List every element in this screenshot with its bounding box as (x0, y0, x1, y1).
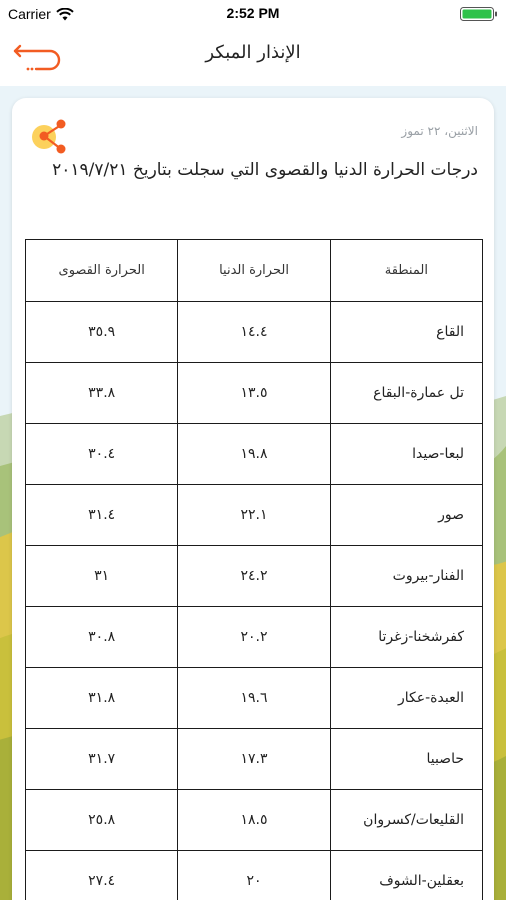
max-temp-cell: ٣٣.٨ (26, 363, 178, 424)
max-temp-cell: ٣١.٨ (26, 668, 178, 729)
region-cell: العبدة-عكار (330, 668, 482, 729)
table-row (26, 424, 483, 485)
region-cell: لبعا-صيدا (330, 424, 482, 485)
min-temp-cell: ١٧.٣ (178, 729, 330, 790)
min-temp-cell: ٢٢.١ (178, 485, 330, 546)
max-temp-cell: ٣١.٧ (26, 729, 178, 790)
share-icon (30, 115, 70, 155)
table-row (26, 363, 483, 424)
min-temp-cell: ١٨.٥ (178, 790, 330, 851)
table-row (26, 851, 483, 900)
table-row (26, 485, 483, 546)
status-bar (0, 0, 506, 28)
table-row (26, 668, 483, 729)
table-row (26, 729, 483, 790)
temperature-table (25, 239, 483, 900)
report-date: الاثنين، ٢٢ تموز (401, 124, 478, 138)
column-header-region: المنطقة (330, 240, 482, 302)
min-temp-cell: ٢٠.٢ (178, 607, 330, 668)
min-temp-cell: ٢٠ (178, 851, 330, 900)
table-row (26, 302, 483, 363)
table-row (26, 607, 483, 668)
max-temp-cell: ٣٠.٨ (26, 607, 178, 668)
region-cell: القاع (330, 302, 482, 363)
carrier-label: Carrier (8, 6, 51, 22)
min-temp-cell: ٢٤.٢ (178, 546, 330, 607)
region-cell: الفنار-بيروت (330, 546, 482, 607)
table-row (26, 790, 483, 851)
region-cell: كفرشخنا-زغرتا (330, 607, 482, 668)
min-temp-cell: ١٤.٤ (178, 302, 330, 363)
region-cell: القليعات/كسروان (330, 790, 482, 851)
max-temp-cell: ٣٠.٤ (26, 424, 178, 485)
report-heading: درجات الحرارة الدنيا والقصوى التي سجلت بتاريخ ٢٠١٩/٧/٢١ (52, 160, 478, 180)
table-header-row (26, 240, 483, 302)
region-cell: تل عمارة-البقاع (330, 363, 482, 424)
battery-icon (460, 7, 498, 21)
page-title: الإنذار المبكر (205, 42, 301, 63)
max-temp-cell: ٢٥.٨ (26, 790, 178, 851)
column-header-min-temp: الحرارة الدنيا (178, 240, 330, 302)
share-button[interactable] (30, 115, 70, 155)
min-temp-cell: ١٣.٥ (178, 363, 330, 424)
column-header-max-temp: الحرارة القصوى (26, 240, 178, 302)
temperature-table-wrapper (25, 239, 483, 900)
table-row (26, 546, 483, 607)
min-temp-cell: ١٩.٨ (178, 424, 330, 485)
region-cell: بعقلين-الشوف (330, 851, 482, 900)
max-temp-cell: ٣١.٤ (26, 485, 178, 546)
max-temp-cell: ٣٥.٩ (26, 302, 178, 363)
navigation-bar (0, 28, 506, 86)
max-temp-cell: ٢٧.٤ (26, 851, 178, 900)
region-cell: صور (330, 485, 482, 546)
min-temp-cell: ١٩.٦ (178, 668, 330, 729)
region-cell: حاصبيا (330, 729, 482, 790)
max-temp-cell: ٣١ (26, 546, 178, 607)
status-time: 2:52 PM (226, 5, 280, 21)
